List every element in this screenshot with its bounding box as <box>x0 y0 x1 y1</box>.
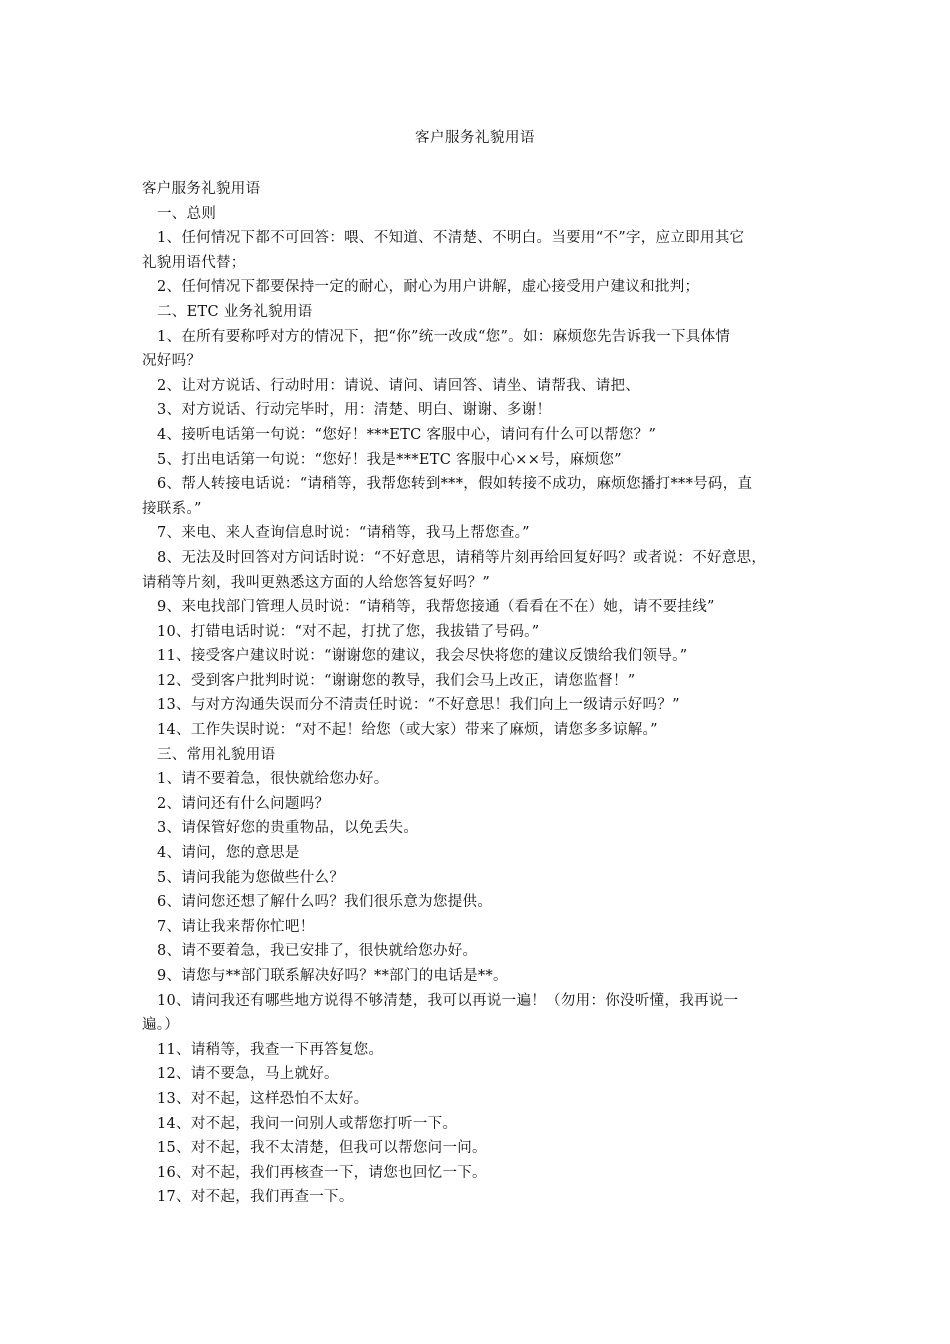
body-line: 5、请问我能为您做些什么？ <box>157 869 345 886</box>
body-line: 11、请稍等，我查一下再答复您。 <box>157 1041 384 1058</box>
body-line: 9、请您与**部门联系解决好吗？**部门的电话是**。 <box>157 968 508 984</box>
body-line: 10、打错电话时说：“对不起，打扰了您，我拔错了号码。” <box>157 623 540 640</box>
body-line: 13、对不起，这样恐怕不太好。 <box>157 1090 369 1107</box>
body-line: 7、请让我来帮你忙吧！ <box>157 918 315 935</box>
body-line: 一、总则 <box>157 205 217 222</box>
body-line: 1、在所有要称呼对方的情况下，把“你”统一改成“您”。如：麻烦您先告诉我一下具体情 <box>157 328 731 345</box>
body-line: 16、对不起，我们再核查一下，请您也回忆一下。 <box>157 1164 487 1181</box>
body-line: 礼貌用语代替； <box>142 254 246 271</box>
body-line: 7、来电、来人查询信息时说：“请稍等，我马上帮您查。” <box>157 525 530 542</box>
body-line: 6、请问您还想了解什么吗？我们很乐意为您提供。 <box>157 894 493 911</box>
body-line: 10、请问我还有哪些地方说得不够清楚，我可以再说一遍！（勿用：你没听懂，我再说一 <box>157 992 739 1009</box>
body-line: 11、接受客户建议时说：“谢谢您的建议，我会尽快将您的建议反馈给我们领导。” <box>157 648 688 665</box>
body-line: 遍。） <box>142 1017 180 1034</box>
body-line: 8、无法及时回答对方问话时说：“不好意思，请稍等片刻再给回复好吗？或者说：不好意思， <box>157 549 767 566</box>
body-line: 4、请问，您的意思是 <box>157 845 300 862</box>
body-line: 2、让对方说话、行动时用：请说、请问、请回答、请坐、请帮我、请把、 <box>157 377 641 394</box>
document-body <box>142 177 808 1210</box>
body-line: 3、请保管好您的贵重物品，以免丢失。 <box>157 820 419 837</box>
body-line: 1、请不要着急，很快就给您办好。 <box>157 771 389 788</box>
body-line: 1、任何情况下都不可回答：喂、不知道、不清楚、不明白。当要用“不”字，应立即用其它 <box>157 230 745 247</box>
body-line: 客户服务礼貌用语 <box>142 181 261 197</box>
body-line: 2、请问还有什么问题吗？ <box>157 795 330 812</box>
body-line: 12、受到客户批判时说：“谢谢您的教导，我们会马上改正，请您监督！” <box>157 672 636 689</box>
body-line: 17、对不起，我们再查一下。 <box>157 1189 354 1206</box>
body-line: 三、常用礼貌用语 <box>157 746 276 763</box>
body-line: 5、打出电话第一句说：“您好！我是***ETC 客服中心××号，麻烦您” <box>157 451 622 468</box>
document-title: 客户服务礼貌用语 <box>415 130 535 146</box>
body-line: 接联系。” <box>142 500 202 517</box>
body-line: 2、任何情况下都要保持一定的耐心，耐心为用户讲解，虚心接受用户建议和批判； <box>157 279 700 296</box>
body-line: 4、接听电话第一句说：“您好！***ETC 客服中心，请问有什么可以帮您？” <box>157 426 657 443</box>
body-line: 况好吗？ <box>142 353 202 370</box>
body-line: 请稍等片刻，我叫更熟悉这方面的人给您答复好吗？” <box>142 574 491 591</box>
body-line: 8、请不要着急，我已安排了，很快就给您办好。 <box>157 943 478 960</box>
body-line: 14、对不起，我问一问别人或帮您打听一下。 <box>157 1115 458 1132</box>
body-line: 15、对不起，我不太清楚，但我可以帮您问一问。 <box>157 1140 487 1157</box>
body-line: 3、对方说话、行动完毕时，用：清楚、明白、谢谢、多谢！ <box>157 402 552 419</box>
body-line: 9、来电找部门管理人员时说：“请稍等，我帮您接通（看看在不在）她，请不要挂线” <box>157 599 715 616</box>
body-line: 6、帮人转接电话说：“请稍等，我帮您转到***，假如转接不成功，麻烦您播打***号码，直 <box>157 476 753 493</box>
body-line: 12、请不要急，马上就好。 <box>157 1066 339 1083</box>
body-line: 13、与对方沟通失误而分不清责任时说：“不好意思！我们向上一级请示好吗？” <box>157 697 680 714</box>
body-line: 14、工作失误时说：“对不起！给您（或大家）带来了麻烦，请您多多谅解。” <box>157 722 658 739</box>
body-line: 二、ETC 业务礼貌用语 <box>157 303 313 320</box>
